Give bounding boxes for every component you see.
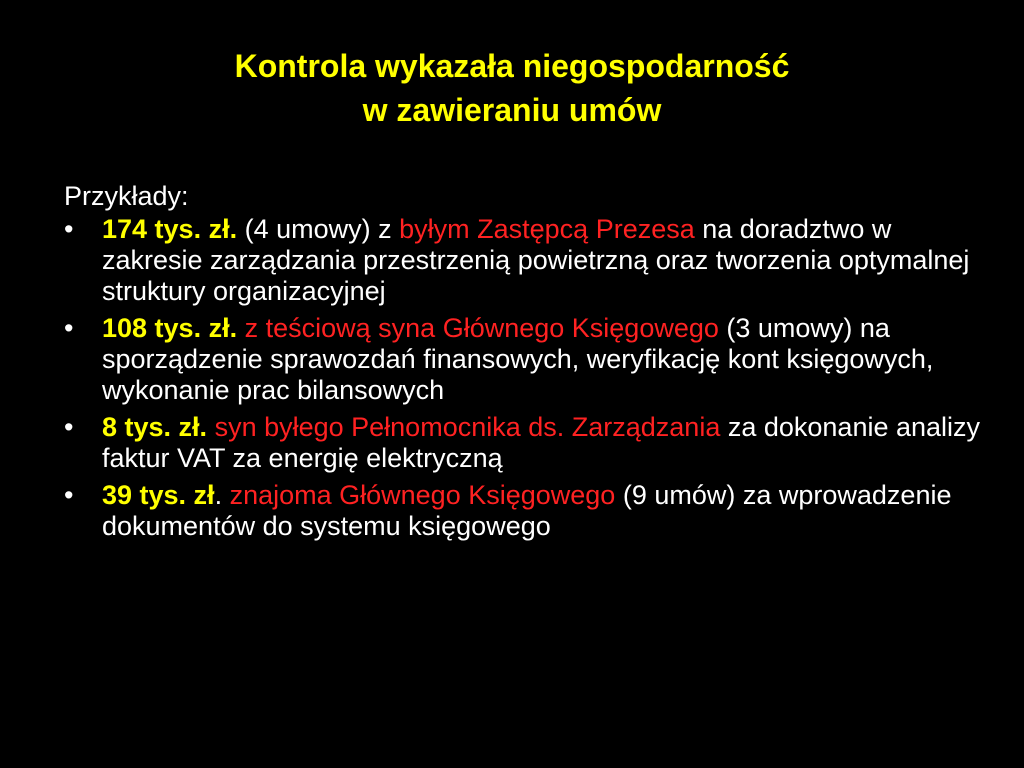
title-line-1: Kontrola wykazała niegospodarność [234, 48, 790, 84]
item-amount: 8 tys. zł. [102, 412, 208, 442]
bullet-icon: • [64, 313, 74, 343]
item-pre-text [237, 313, 245, 343]
list-item [64, 412, 984, 474]
item-person: znajoma Głównego Księgowego [229, 480, 616, 510]
item-pre-text: . [214, 480, 230, 510]
item-description: (9 umów) za wprowadzenie dokumentów do systemu księgowego [102, 480, 952, 541]
item-pre-text [207, 412, 215, 442]
item-person: byłym Zastępcą Prezesa [399, 214, 695, 244]
item-amount: 108 tys. zł. [102, 313, 238, 343]
item-description: za dokonanie analizy faktur VAT za energię elektryczną [102, 412, 981, 473]
title-line-2: w zawieraniu umów [362, 92, 662, 128]
item-pre-text: (4 umowy) z [237, 214, 400, 244]
item-description: (3 umowy) na sporządzenie sprawozdań finansowych, weryfikację kont księgowych, wykonanie prac bilansowych [102, 313, 934, 405]
list-item [64, 480, 984, 542]
bullet-icon: • [64, 412, 74, 442]
example-list [64, 214, 984, 542]
item-description: na doradztwo w zakresie zarządzania przestrzenią powietrzną oraz tworzenia optymalnej struktury organizacyjnej [102, 214, 970, 306]
item-person: syn byłego Pełnomocnika ds. Zarządzania [214, 412, 721, 442]
item-amount: 174 tys. zł. [102, 214, 238, 244]
bullet-icon: • [64, 214, 74, 244]
intro-text: Przykłady: [64, 181, 189, 211]
bullet-icon: • [64, 480, 74, 510]
list-item [64, 214, 984, 307]
item-person: z teściową syna Głównego Księgowego [244, 313, 719, 343]
item-amount: 39 tys. zł [102, 480, 215, 510]
slide-content [64, 181, 984, 548]
list-item [64, 313, 984, 406]
slide-title [0, 44, 1024, 132]
